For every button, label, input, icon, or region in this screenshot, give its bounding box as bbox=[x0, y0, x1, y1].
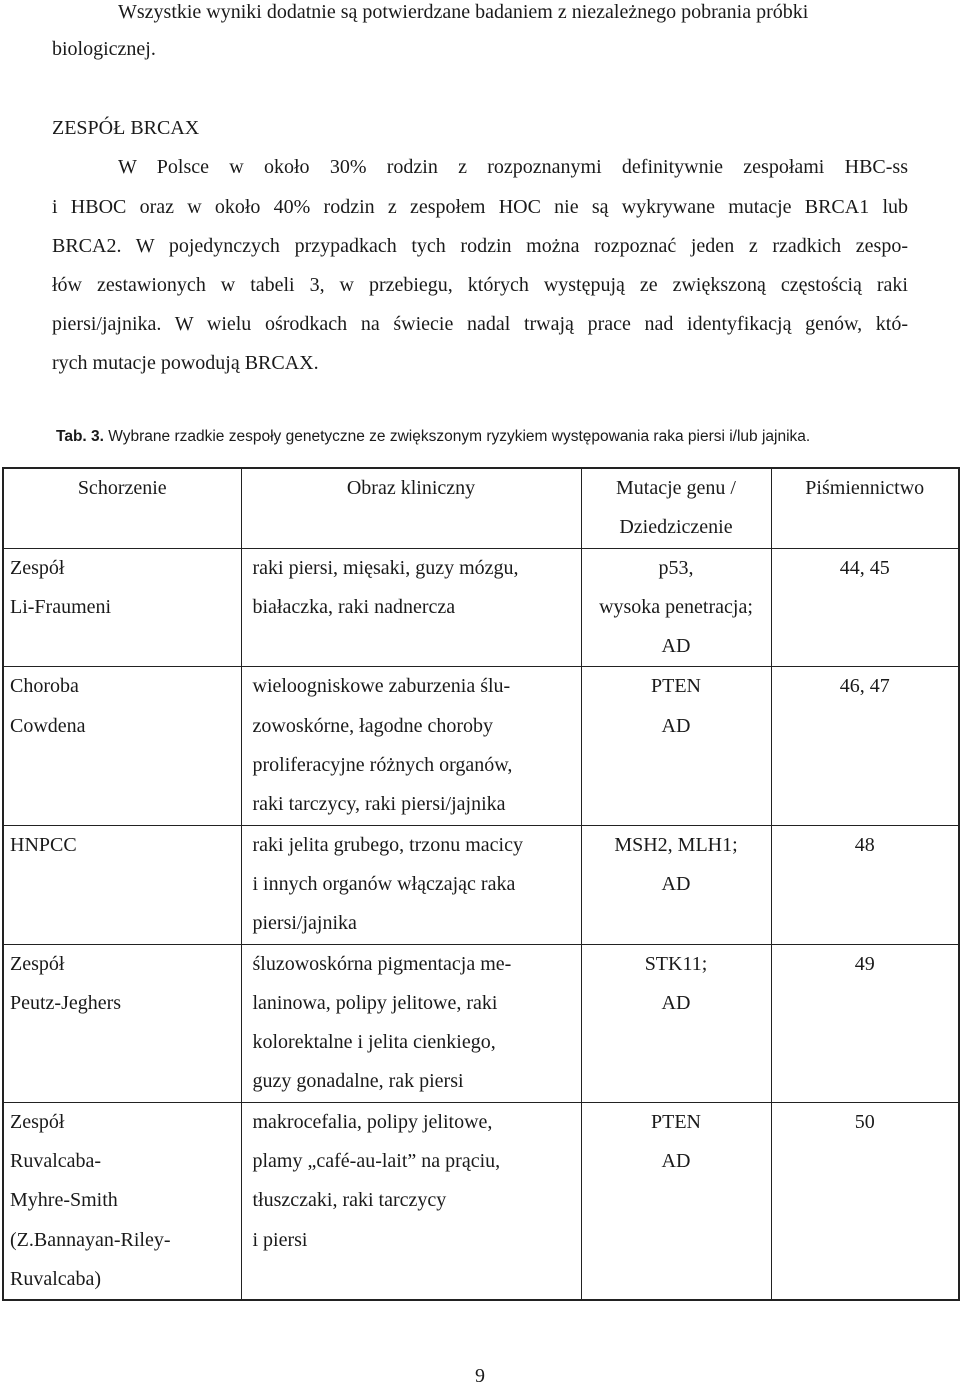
intro-line-1: Wszystkie wyniki dodatnie są potwierdzane badaniem z niezależnego pobrania próbki bbox=[118, 1, 809, 23]
cell-references: 49 bbox=[771, 944, 959, 1102]
cell-disease: HNPCC bbox=[3, 825, 241, 944]
cell-disease: Choroba Cowdena bbox=[3, 667, 241, 825]
paragraph-line: i HBOC oraz w około 40% rodzin z zespołem HOC nie są wykrywane mutacje BRCA1 lub bbox=[52, 196, 908, 218]
cell-references: 46, 47 bbox=[771, 667, 959, 825]
cell-disease: Zespół Ruvalcaba- Myhre-Smith (Z.Bannayan-Riley- Ruvalcaba) bbox=[3, 1102, 241, 1300]
syndromes-table bbox=[2, 467, 960, 1301]
cell-mutation: PTEN AD bbox=[581, 667, 771, 825]
cell-mutation: MSH2, MLH1; AD bbox=[581, 825, 771, 944]
cell-mutation: STK11; AD bbox=[581, 944, 771, 1102]
cell-clinical: raki piersi, mięsaki, guzy mózgu, białaczka, raki nadnercza bbox=[241, 548, 581, 667]
cell-references: 50 bbox=[771, 1102, 959, 1300]
table-row bbox=[3, 1102, 959, 1300]
paragraph-line: rych mutacje powodują BRCAX. bbox=[52, 352, 319, 374]
intro-line-2: biologicznej. bbox=[52, 38, 156, 60]
header-clinical: Obraz kliniczny bbox=[241, 468, 581, 548]
header-mutation-line-2: Dziedziczenie bbox=[619, 516, 733, 539]
paragraph-line: BRCA2. W pojedynczych przypadkach tych rodzin można rozpoznać jeden z rzadkich zespo- bbox=[52, 235, 908, 257]
table-row bbox=[3, 825, 959, 944]
header-mutation-line-1: Mutacje genu / bbox=[616, 477, 736, 499]
cell-clinical: śluzowoskórna pigmentacja me- laninowa, polipy jelitowe, raki kolorektalne i jelita cienkiego, guzy gonadalne, rak piersi bbox=[241, 944, 581, 1102]
cell-clinical: makrocefalia, polipy jelitowe, plamy „café-au-lait” na prąciu, tłuszczaki, raki tarczycy i piersi bbox=[241, 1102, 581, 1300]
section-heading: ZESPÓŁ BRCAX bbox=[52, 117, 200, 139]
cell-clinical: raki jelita grubego, trzonu macicy i innych organów włączając raka piersi/jajnika bbox=[241, 825, 581, 944]
page-number: 9 bbox=[475, 1365, 485, 1387]
cell-mutation: PTEN AD bbox=[581, 1102, 771, 1300]
paragraph-line: W Polsce w około 30% rodzin z rozpoznanymi definitywnie zespołami HBC-ss bbox=[118, 156, 908, 178]
cell-mutation: p53, wysoka penetracja; AD bbox=[581, 548, 771, 667]
table-header-row bbox=[3, 468, 959, 548]
cell-references: 48 bbox=[771, 825, 959, 944]
table-caption-text: Wybrane rzadkie zespoły genetyczne ze zwiększonym ryzykiem występowania raka piersi i/lub jajnika. bbox=[103, 428, 811, 445]
table-row bbox=[3, 548, 959, 667]
paragraph-line: łów zestawionych w tabeli 3, w przebiegu, których występują ze zwiększoną częstością raki bbox=[52, 274, 908, 296]
table-row bbox=[3, 667, 959, 825]
table-row bbox=[3, 944, 959, 1102]
paragraph-line: piersi/jajnika. W wielu ośrodkach na świecie nadal trwają prace nad identyfikacją genów, któ- bbox=[52, 313, 908, 335]
cell-clinical: wieloogniskowe zaburzenia ślu- zowoskórne, łagodne choroby proliferacyjne różnych organów, raki tarczycy, raki piersi/jajnika bbox=[241, 667, 581, 825]
header-references: Piśmiennictwo bbox=[771, 468, 959, 548]
cell-disease: Zespół Li-Fraumeni bbox=[3, 548, 241, 667]
header-mutation bbox=[581, 468, 771, 548]
header-disease: Schorzenie bbox=[3, 468, 241, 548]
cell-references: 44, 45 bbox=[771, 548, 959, 667]
table-caption bbox=[56, 427, 810, 447]
cell-disease: Zespół Peutz-Jeghers bbox=[3, 944, 241, 1102]
table-caption-label: Tab. 3. bbox=[56, 428, 104, 445]
